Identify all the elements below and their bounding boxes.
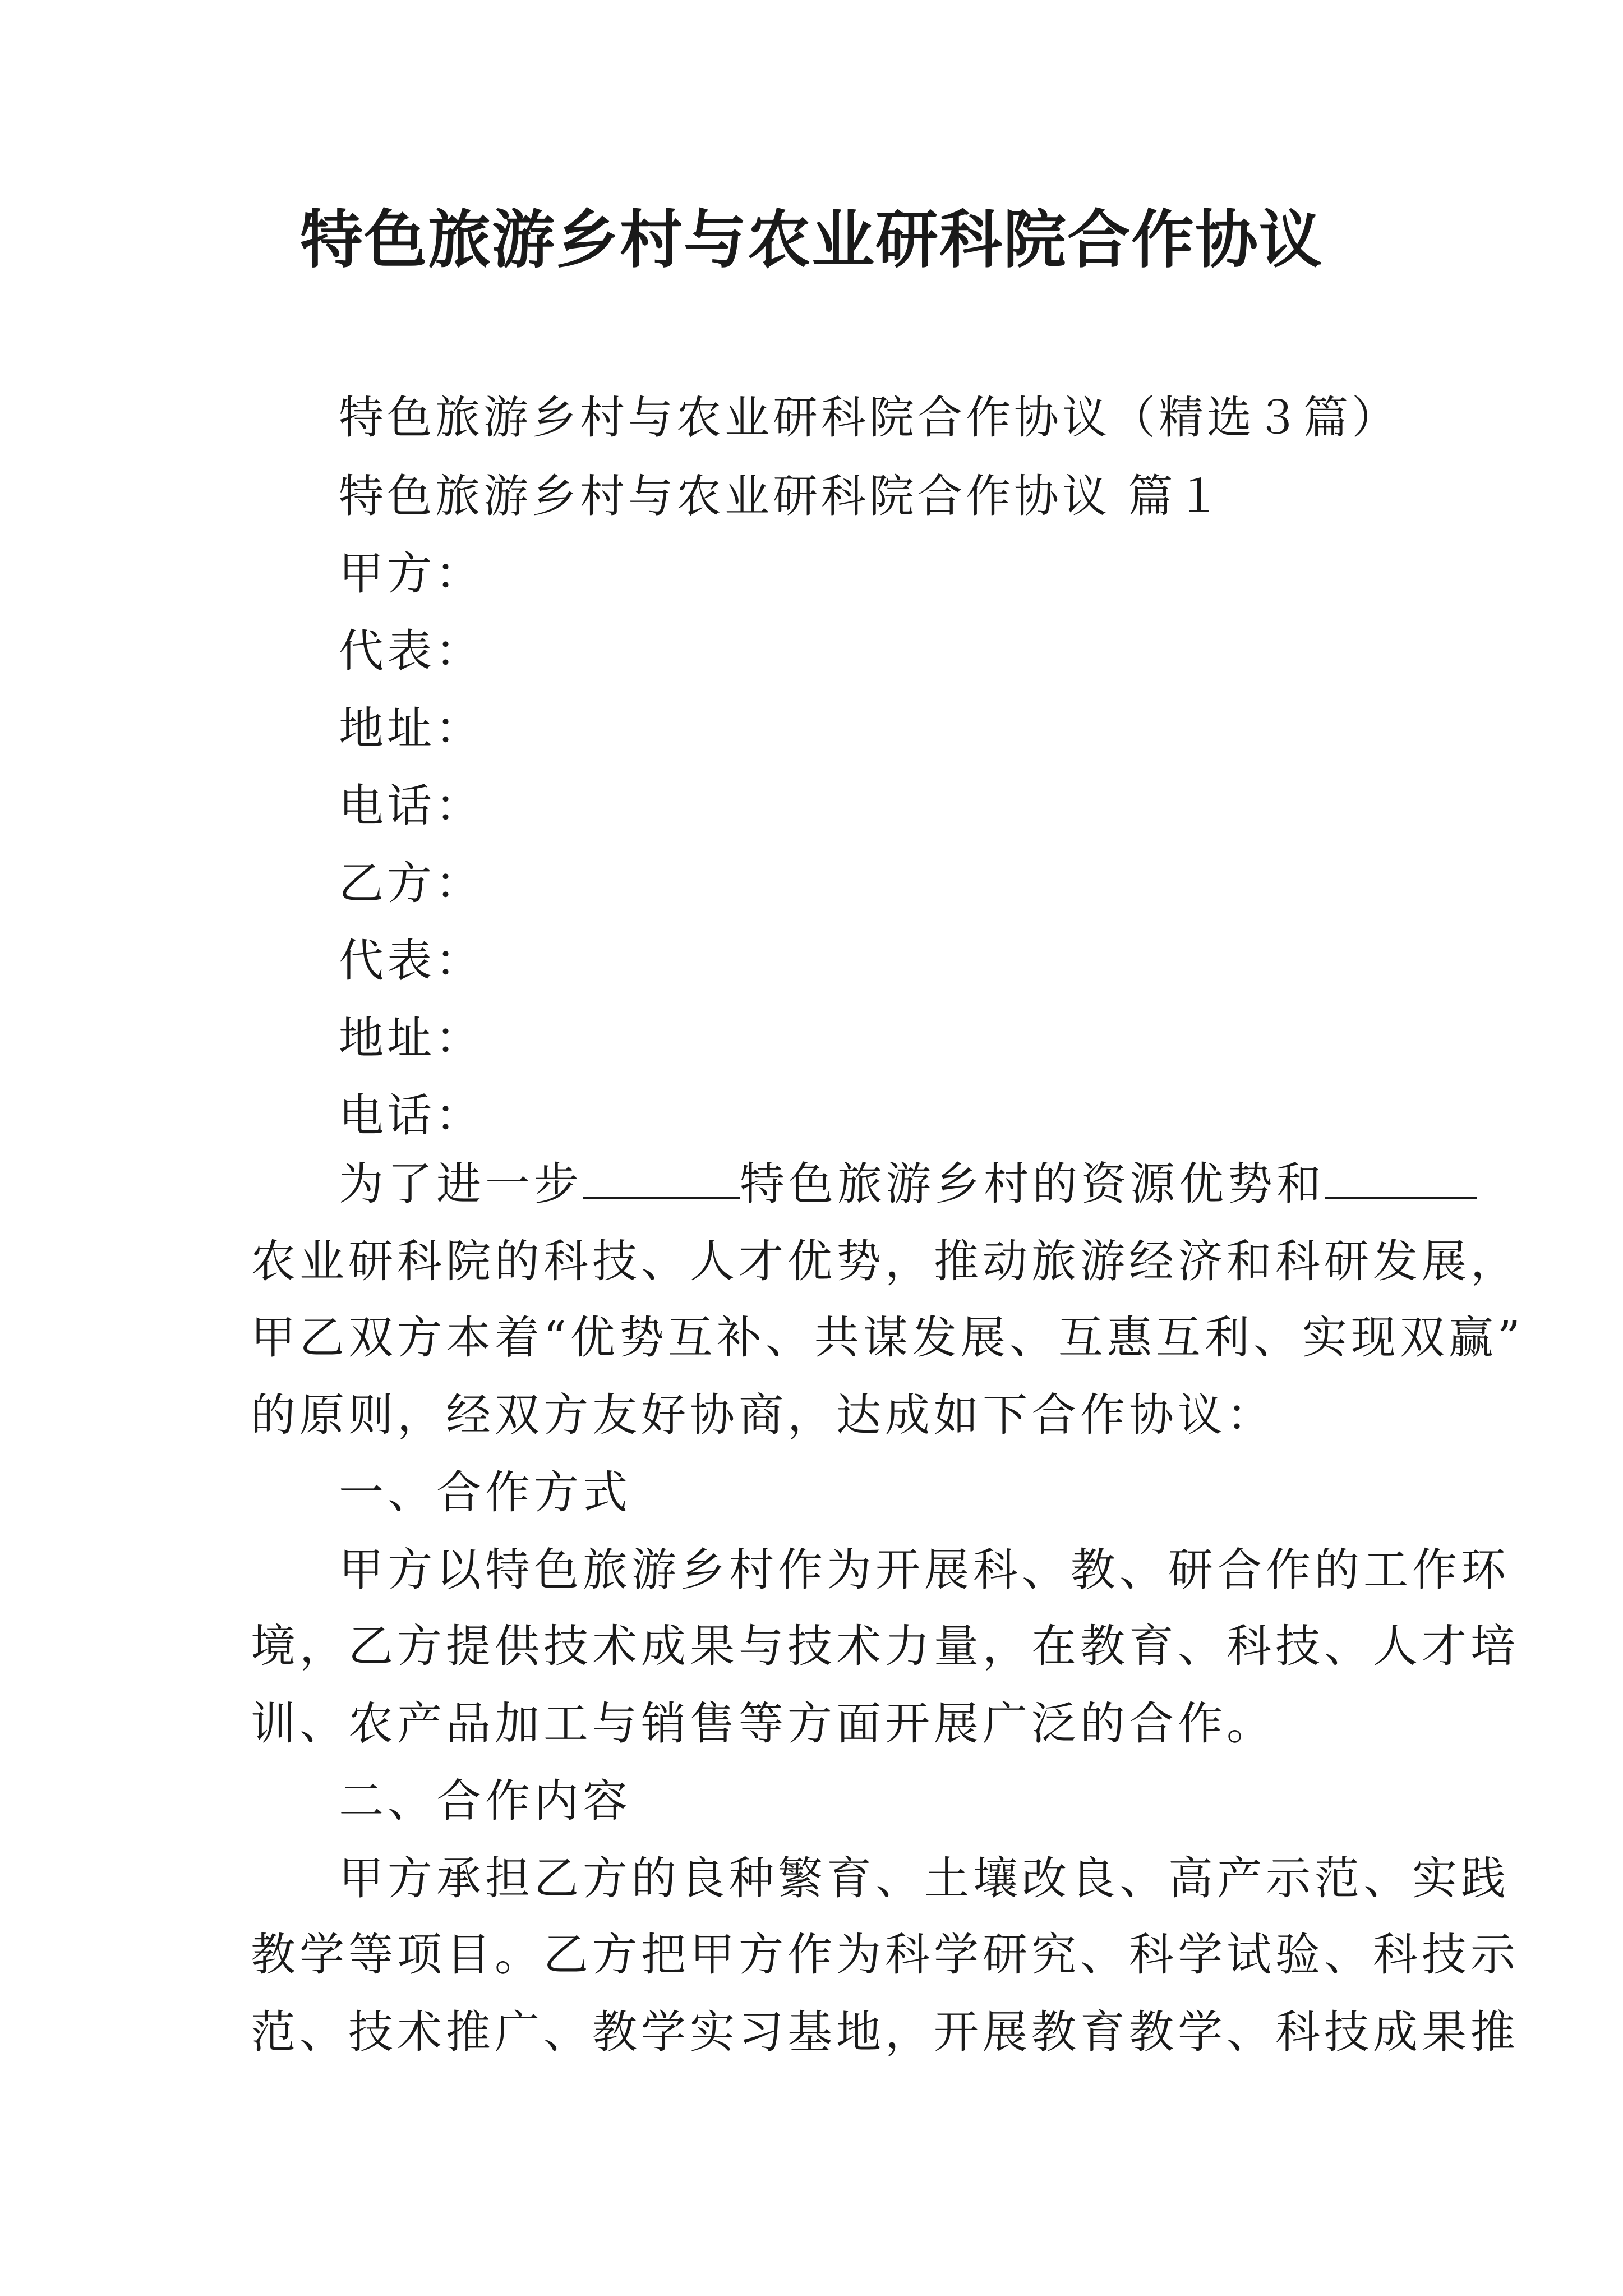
- section-2-line-2: 教学等项目。乙方把甲方作为科学研究、科学试验、科技示: [251, 1929, 1519, 1981]
- party-b-phone: 电话：: [339, 1089, 483, 1142]
- section-1-line-3: 训、农产品加工与销售等方面开展广泛的合作。: [251, 1697, 1275, 1750]
- section-1-line-1: 甲方以特色旅游乡村作为开展科、教、研合作的工作环: [339, 1544, 1510, 1596]
- party-b-label: 乙方：: [339, 857, 483, 909]
- document-subtitle: 特色旅游乡村与农业研科院合作协议（精选３篇）: [339, 392, 1400, 444]
- party-a-rep: 代表：: [339, 625, 483, 677]
- fill-blank-2[interactable]: [1325, 1158, 1477, 1199]
- intro-part-2: 特色旅游乡村的资源优势和: [740, 1158, 1325, 1210]
- section-1-line-2: 境，乙方提供技术成果与技术力量，在教育、科技、人才培: [251, 1620, 1519, 1672]
- intro-line-2: 农业研科院的科技、人才优势，推动旅游经济和科研发展，: [251, 1235, 1519, 1287]
- intro-part-1: 为了进一步: [339, 1158, 583, 1210]
- intro-line-4: 的原则，经双方友好协商，达成如下合作协议：: [251, 1389, 1275, 1441]
- section-2-line-1: 甲方承担乙方的良种繁育、土壤改良、高产示范、实践: [339, 1852, 1510, 1904]
- party-b-address: 地址：: [339, 1012, 483, 1064]
- intro-line-3: 甲乙双方本着“优势互补、共谋发展、互惠互利、实现双赢”: [251, 1312, 1524, 1364]
- party-b-rep: 代表：: [339, 935, 483, 987]
- intro-line-1: [339, 1153, 1477, 1215]
- party-a-address: 地址：: [339, 702, 483, 754]
- section-2-line-3: 范、技术推广、教学实习基地，开展教育教学、科技成果推: [251, 2006, 1519, 2058]
- document-title: 特色旅游乡村与农业研科院合作协议: [300, 203, 1323, 277]
- section-heading: 特色旅游乡村与农业研科院合作协议 篇１: [339, 470, 1225, 522]
- section-1-heading: 一、合作方式: [339, 1466, 631, 1519]
- party-a-phone: 电话：: [339, 780, 483, 832]
- party-a-label: 甲方：: [339, 547, 483, 600]
- fill-blank-1[interactable]: [583, 1158, 740, 1199]
- section-2-heading: 二、合作内容: [339, 1775, 631, 1827]
